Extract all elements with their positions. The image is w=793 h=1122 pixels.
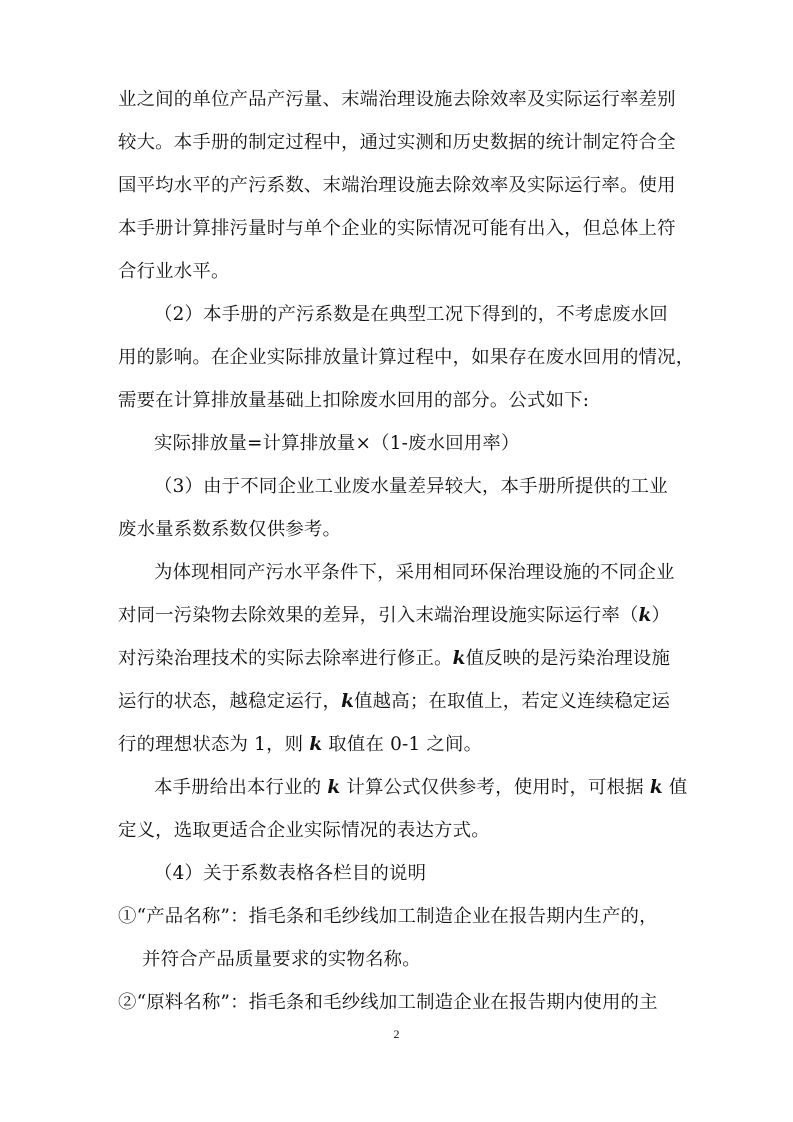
- text-line: 定义，选取更适合企业实际情况的表达方式。: [118, 820, 490, 841]
- page-number: 2: [393, 1027, 400, 1041]
- text-line: 合行业水平。: [118, 261, 230, 282]
- text-line: 对污染治理技术的实际去除率进行修正。k值反映的是污染治理设施: [118, 648, 671, 669]
- text-line: （2）本手册的产污系数是在典型工况下得到的，不考虑废水回: [154, 304, 668, 325]
- text-line: 国平均水平的产污系数、末端治理设施去除效率及实际运行率。使用: [118, 175, 676, 196]
- text-line: ②“原料名称”：指毛条和毛纱线加工制造企业在报告期内使用的主: [118, 992, 658, 1013]
- text-line: 较大。本手册的制定过程中，通过实测和历史数据的统计制定符合全: [118, 132, 676, 153]
- text-line: 废水量系数系数仅供参考。: [118, 519, 342, 540]
- text-line: 需要在计算排放量基础上扣除废水回用的部分。公式如下:: [118, 390, 590, 411]
- text-line: （3）由于不同企业工业废水量差异较大，本手册所提供的工业: [154, 476, 668, 497]
- text-line: 用的影响。在企业实际排放量计算过程中，如果存在废水回用的情况，: [118, 347, 695, 368]
- text-line: （4）关于系数表格各栏目的说明: [154, 863, 427, 884]
- text-line: 对同一污染物去除效果的差异，引入末端治理设施实际运行率（k）: [118, 605, 671, 626]
- text-line: 业之间的单位产品产污量、末端治理设施去除效率及实际运行率差别: [118, 89, 676, 110]
- text-line: ①“产品名称”：指毛条和毛纱线加工制造企业在报告期内生产的，: [118, 906, 658, 927]
- text-line: 运行的状态，越稳定运行，k值越高；在取值上，若定义连续稳定运: [118, 691, 671, 712]
- text-line: 行的理想状态为 1，则 k 取值在 0-1 之间。: [118, 734, 483, 755]
- text-line: 本手册计算排污量时与单个企业的实际情况可能有出入，但总体上符: [118, 218, 676, 239]
- text-line: 本手册给出本行业的 k 计算公式仅供参考，使用时，可根据 k 值: [154, 777, 688, 798]
- text-line: 实际排放量=计算排放量×（1-废水回用率）: [154, 433, 520, 454]
- text-line: 为体现相同产污水平条件下，采用相同环保治理设施的不同企业: [154, 562, 675, 583]
- text-line: 并符合产品质量要求的实物名称。: [142, 949, 421, 970]
